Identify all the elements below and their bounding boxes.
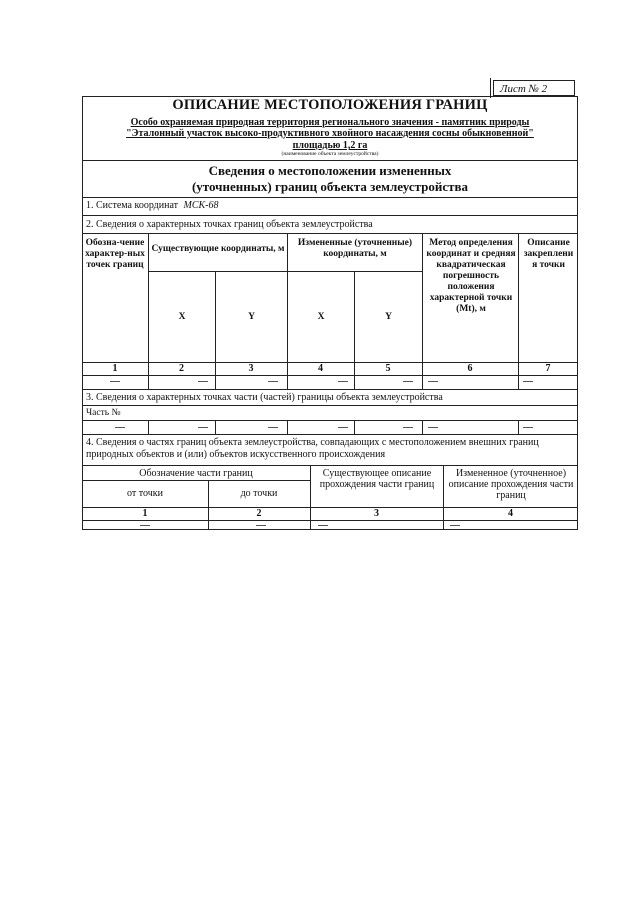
header-part-designation: Обозначение части границ (139, 468, 253, 479)
empty-mark (110, 381, 120, 382)
section-title: Сведения о местоположении измененных (уточненных) границ объекта землеустройства (191, 163, 469, 194)
grid-line (287, 420, 288, 434)
header-from-point: от точки (127, 488, 163, 499)
section3-title: 3. Сведения о характерных точках части (частей) границы объекта землеустройства (86, 392, 443, 403)
column-number: 2 (256, 508, 262, 519)
divider (82, 389, 578, 390)
grid-line (148, 271, 422, 272)
empty-mark (268, 381, 278, 382)
header-x: X (178, 312, 186, 322)
grid-line (354, 420, 355, 434)
header-method: Метод определения координат и средняя квадратическая погрешность положения характерной точки (Mt), м (426, 238, 516, 314)
coord-system-value: МСК-68 (183, 200, 219, 211)
header-y: Y (385, 312, 392, 322)
grid-line (82, 520, 578, 521)
empty-mark (198, 381, 208, 382)
empty-mark (198, 427, 208, 428)
empty-mark (115, 427, 125, 428)
empty-mark (403, 427, 413, 428)
divider (82, 465, 578, 466)
divider (82, 405, 578, 406)
header-changed-coords: Измененные (уточненные) координаты, м (297, 238, 413, 259)
column-number: 4 (318, 363, 323, 374)
header-x: X (317, 312, 325, 322)
empty-mark (450, 525, 460, 526)
section4-title: 4. Сведения о частях границ объекта землеустройства, совпадающих с местоположением внешних границ природных объектов и (или) объектов искусственного происхождения (86, 437, 539, 460)
coord-system-label: 1. Система координат (86, 200, 179, 211)
column-number: 2 (179, 363, 184, 374)
column-number: 6 (467, 363, 473, 374)
empty-mark (428, 381, 438, 382)
grid-line (82, 375, 578, 376)
grid-line (215, 420, 216, 434)
coord-system-row (86, 200, 219, 211)
column-number: 5 (385, 363, 391, 374)
divider (82, 197, 578, 198)
sheet-number: Лист № 2 (493, 80, 575, 96)
header-existing-description: Существующее описание прохождения части границ (319, 468, 435, 490)
header-point: Обозна-чение характер-ных точек границ (85, 238, 145, 270)
object-line-3: площадью 1,2 га (292, 140, 368, 151)
empty-mark (268, 427, 278, 428)
object-line-2: "Эталонный участок высоко-продуктивного хвойного насаждения сосны обыкновенной" (126, 128, 534, 139)
column-number: 3 (374, 508, 379, 519)
divider (82, 215, 578, 216)
grid-line (518, 420, 519, 434)
empty-mark (140, 525, 150, 526)
empty-mark (318, 525, 328, 526)
part-label: Часть № (86, 408, 121, 418)
empty-mark (523, 381, 533, 382)
column-number: 3 (248, 363, 254, 374)
empty-mark (523, 427, 533, 428)
empty-mark (338, 381, 348, 382)
empty-mark (403, 381, 413, 382)
header-to-point: до точки (240, 488, 278, 499)
grid-line (82, 480, 310, 481)
column-number: 4 (508, 508, 513, 519)
header-changed-description: Измененное (уточненное) описание прохождения части границ (448, 468, 574, 501)
grid-line (148, 420, 149, 434)
header-existing-coords: Существующие координаты, м (151, 244, 285, 254)
grid-line (208, 480, 209, 530)
header-fixing: Описание закреплени я точки (523, 238, 574, 270)
object-line-1: Особо охраняемая природная территория регионального значения - памятник природы (130, 117, 530, 128)
empty-mark (256, 525, 266, 526)
header-y: Y (248, 312, 255, 322)
divider (82, 233, 578, 234)
grid-line (82, 420, 578, 421)
section2-title: 2. Сведения о характерных точках границ объекта землеустройства (86, 219, 373, 230)
divider (82, 434, 578, 435)
grid-line (422, 420, 423, 434)
object-caption: (наименование объекта землеустройства) (281, 151, 379, 157)
column-number: 1 (142, 508, 148, 519)
column-number: 7 (545, 363, 551, 374)
empty-mark (338, 427, 348, 428)
divider (82, 160, 578, 161)
empty-mark (428, 427, 438, 428)
column-number: 1 (112, 363, 118, 374)
sheet-number-edge (490, 78, 491, 98)
document-title: ОПИСАНИЕ МЕСТОПОЛОЖЕНИЯ ГРАНИЦ (172, 97, 488, 113)
